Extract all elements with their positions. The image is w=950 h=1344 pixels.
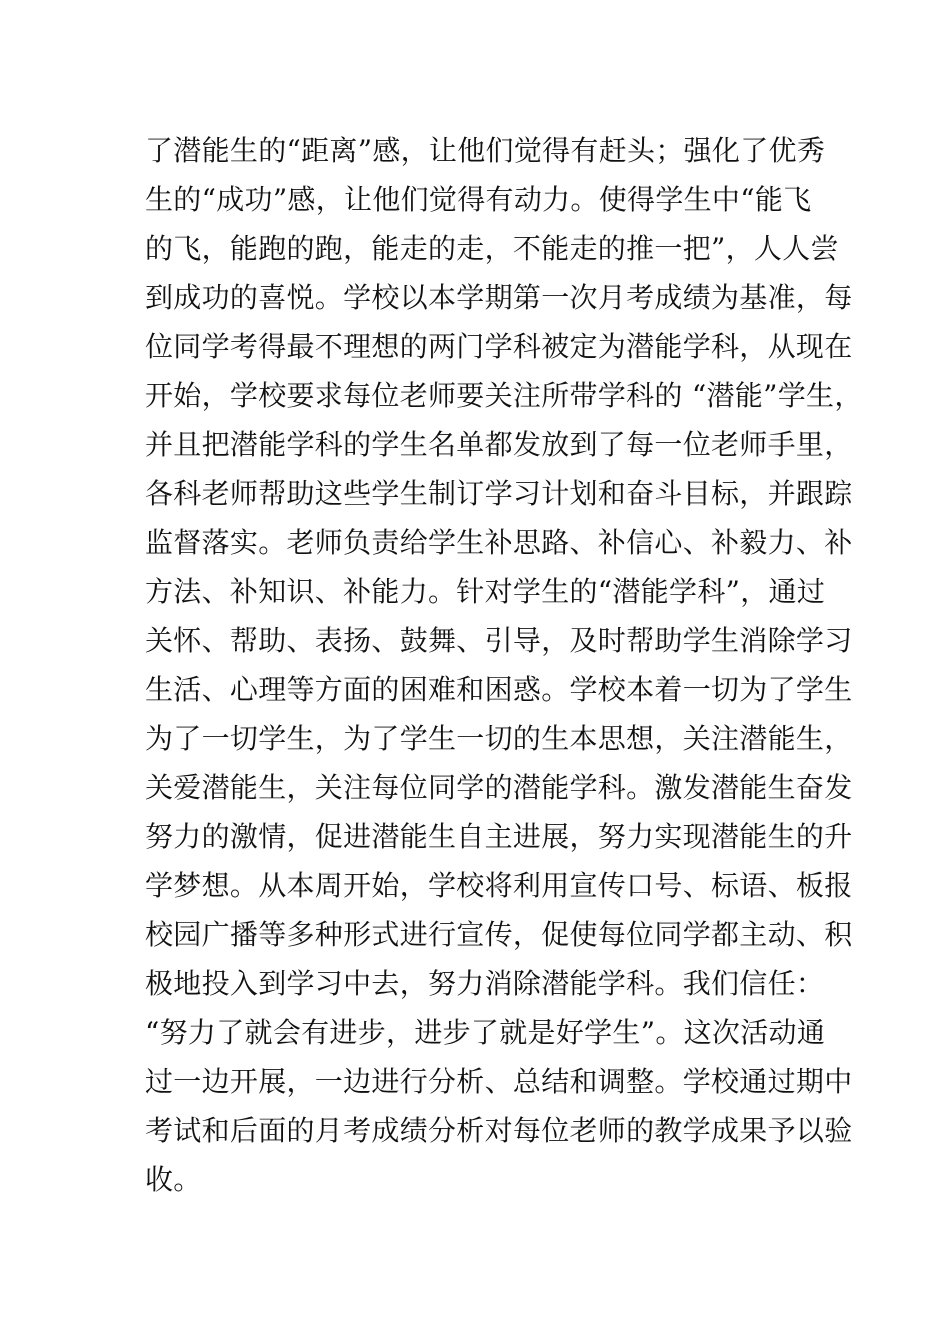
text-line: 方法、补知识、补能力。针对学生的“潜能学科”，通过 [145,575,826,608]
text-line: 并且把潜能学科的学生名单都发放到了每一位老师手里， [145,428,853,461]
text-line: 努力的激情，促进潜能生自主进展，努力实现潜能生的升 [145,820,853,853]
text-line: 生的“成功”感，让他们觉得有动力。使得学生中“能飞 [145,183,812,216]
text-line: 过一边开展，一边进行分析、总结和调整。学校通过期中 [145,1065,853,1098]
text-line: 开始，学校要求每位老师要关注所带学科的 “潜能”学生， [145,379,863,412]
text-line: 关爱潜能生，关注每位同学的潜能学科。激发潜能生奋发 [145,771,853,804]
text-line: 极地投入到学习中去，努力消除潜能学科。我们信任： [145,967,825,1000]
text-line: 校园广播等多种形式进行宣传，促使每位同学都主动、积 [145,918,853,951]
text-line: 考试和后面的月考成绩分析对每位老师的教学成果予以验 [145,1114,853,1147]
text-line: 监督落实。老师负责给学生补思路、补信心、补毅力、补 [145,526,853,559]
text-line: 到成功的喜悦。学校以本学期第一次月考成绩为基准，每 [145,281,853,314]
text-line: 生活、心理等方面的困难和困惑。学校本着一切为了学生 [145,673,853,706]
text-line: 了潜能生的“距离”感，让他们觉得有赶头；强化了优秀 [145,134,826,167]
text-line: 位同学考得最不理想的两门学科被定为潜能学科，从现在 [145,330,853,363]
text-line: 各科老师帮助这些学生制订学习计划和奋斗目标，并跟踪 [145,477,853,510]
text-line: 的飞，能跑的跑，能走的走，不能走的推一把”，人人尝 [145,232,839,265]
text-line: 收。 [145,1163,202,1196]
text-line: 关怀、帮助、表扬、鼓舞、引导，及时帮助学生消除学习 [145,624,853,657]
text-line: 为了一切学生，为了学生一切的生本思想，关注潜能生， [145,722,853,755]
text-line: “努力了就会有进步，进步了就是好学生”。这次活动通 [145,1016,826,1049]
text-line: 学梦想。从本周开始，学校将利用宣传口号、标语、板报 [145,869,853,902]
